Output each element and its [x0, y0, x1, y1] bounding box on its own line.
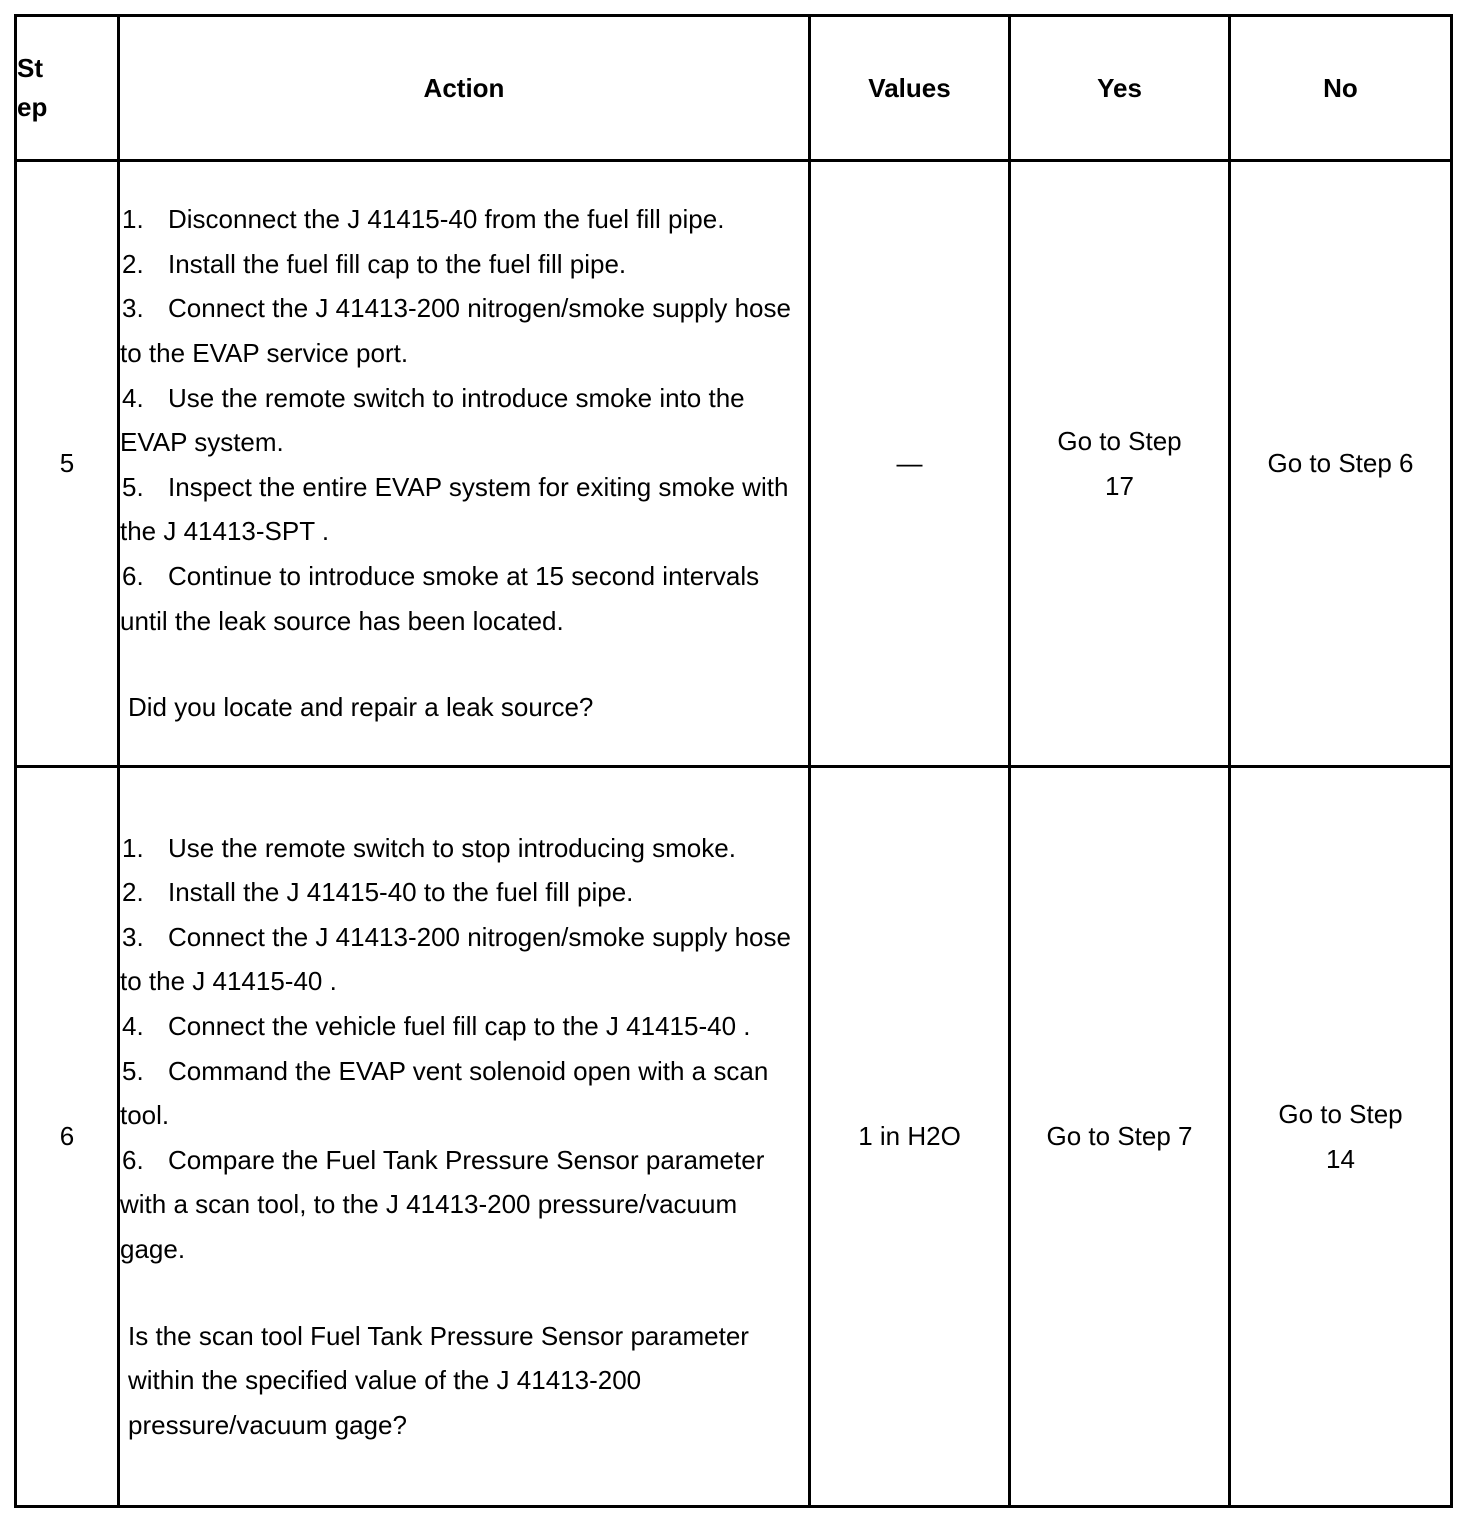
action-item: 2. Install the J 41415-40 to the fuel fill pipe. — [122, 877, 634, 908]
action-item: 6. Compare the Fuel Tank Pressure Sensor parameter with a scan tool, to the J 41413-200 pressure/vacuum gage. — [120, 1144, 765, 1264]
action-item: 5. Command the EVAP vent solenoid open with a scan tool. — [120, 1055, 769, 1131]
action-item: 3. Connect the J 41413-200 nitrogen/smoke supply hose to the J 41415-40 . — [120, 921, 791, 997]
header-values: Values — [810, 16, 1010, 161]
action-item: 2. Install the fuel fill cap to the fuel fill pipe. — [122, 248, 627, 279]
action-item: 4. Use the remote switch to introduce smoke into the EVAP system. — [120, 382, 745, 458]
action-cell — [119, 161, 810, 767]
action-item: 6. Continue to introduce smoke at 15 second intervals until the leak source has been located. — [120, 560, 760, 636]
action-item: 1. Disconnect the J 41415-40 from the fuel fill pipe. — [122, 204, 725, 235]
step-question: Is the scan tool Fuel Tank Pressure Sensor parameter within the specified value of the J 41413-200 pressure/vacuum gage? — [128, 1320, 749, 1440]
no-cell: Go to Step 6 — [1230, 161, 1452, 767]
header-step: St ep — [16, 16, 119, 161]
step-question: Did you locate and repair a leak source? — [128, 692, 594, 723]
table-row — [16, 161, 1452, 767]
action-item: 5. Inspect the entire EVAP system for exiting smoke with the J 41413-SPT . — [120, 471, 789, 547]
yes-cell: Go to Step 7 — [1010, 767, 1230, 1507]
header-action: Action — [119, 16, 810, 161]
diagnostic-table — [14, 14, 1453, 1508]
action-list — [120, 197, 808, 643]
action-list — [120, 826, 808, 1272]
action-cell — [119, 767, 810, 1507]
header-row — [16, 16, 1452, 161]
table-row — [16, 767, 1452, 1507]
header-no: No — [1230, 16, 1452, 161]
action-item: 3. Connect the J 41413-200 nitrogen/smoke supply hose to the EVAP service port. — [120, 293, 791, 369]
action-item: 4. Connect the vehicle fuel fill cap to the J 41415-40 . — [122, 1011, 751, 1042]
no-cell: Go to Step 14 — [1230, 767, 1452, 1507]
header-yes: Yes — [1010, 16, 1230, 161]
action-item: 1. Use the remote switch to stop introducing smoke. — [122, 832, 736, 863]
step-number: 6 — [16, 767, 119, 1507]
yes-cell: Go to Step 17 — [1010, 161, 1230, 767]
values-cell: 1 in H2O — [810, 767, 1010, 1507]
step-number: 5 — [16, 161, 119, 767]
values-cell: — — [810, 161, 1010, 767]
